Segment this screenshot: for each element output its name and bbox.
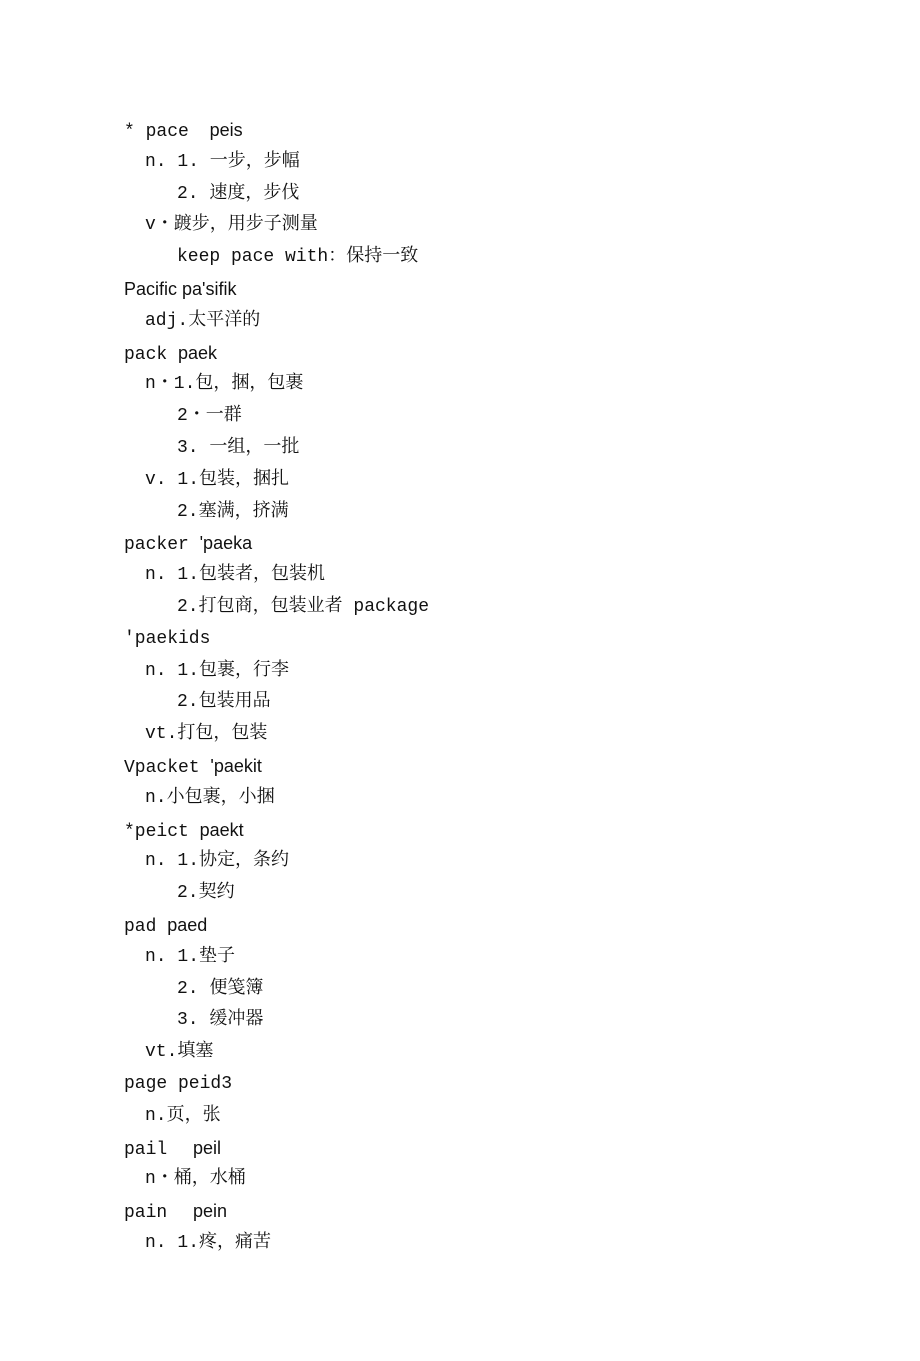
entry-pronunciation: Pacific pa'sifik [124, 278, 237, 299]
entry-text: n. 1.包装者，包装机 [145, 565, 326, 586]
entry-definition-line [0, 687, 920, 719]
entry-headword-line [0, 1133, 920, 1165]
entry-text: keep pace with：保持一致 [177, 247, 419, 268]
entry-text: 2. 速度，步伐 [177, 183, 300, 204]
entry-definition-line [0, 369, 920, 401]
entry-headword-line [0, 338, 920, 370]
entry-definition-line [0, 1101, 920, 1133]
entry-definition-line [0, 147, 920, 179]
entry-headword-line [0, 528, 920, 560]
entry-pronunciation: paekt [199, 819, 244, 840]
entry-text: packer [124, 535, 200, 556]
entry-text: 2.包装用品 [177, 692, 271, 713]
entry-text: n. 1. 一步，步幅 [145, 151, 300, 172]
entry-pronunciation: peis [199, 120, 243, 140]
entry-definition-line [0, 1037, 920, 1069]
entry-headword-line [0, 115, 920, 147]
entry-definition-line [0, 656, 920, 688]
entry-definition-line [0, 242, 920, 274]
entry-pronunciation: 'paekit [210, 755, 262, 776]
entry-text: 2. 便笺簿 [177, 978, 264, 999]
entry-headword-line [0, 274, 920, 306]
entry-headword-line [0, 1196, 920, 1228]
entry-text: n.小包裹，小捆 [145, 787, 275, 808]
entry-text: n. 1.包裹，行李 [145, 660, 290, 681]
entry-text: 3. 缓冲器 [177, 1010, 264, 1031]
entry-headword-line [0, 751, 920, 783]
entry-text: 2・一群 [177, 406, 242, 427]
entry-definition-line [0, 942, 920, 974]
entry-definition-line [0, 974, 920, 1006]
entry-pronunciation: paed [167, 914, 208, 935]
entry-text: vt.打包，包装 [145, 724, 268, 745]
entry-definition-line [0, 210, 920, 242]
entry-definition-line [0, 719, 920, 751]
entry-pronunciation: 'paeka [199, 533, 253, 554]
entry-text: n.页，张 [145, 1105, 221, 1126]
entry-definition-line [0, 592, 920, 624]
entry-definition-line [0, 783, 920, 815]
entry-text: pail [124, 1139, 179, 1160]
entry-pronunciation: pein [178, 1201, 228, 1222]
entry-definition-line [0, 1005, 920, 1037]
entry-text: n・1.包，捆，包裹 [145, 374, 304, 395]
entry-pronunciation: peil [178, 1137, 222, 1158]
entry-definition-line [0, 1164, 920, 1196]
entry-definition-line [0, 846, 920, 878]
entry-text: v・踱步，用步子测量 [145, 215, 318, 236]
entry-headword-line [0, 1069, 920, 1101]
entry-text: n. 1.协定，条约 [145, 851, 290, 872]
entry-headword-line [0, 624, 920, 656]
entry-definition-line [0, 878, 920, 910]
entry-text: adj.太平洋的 [145, 310, 261, 331]
entry-definition-line [0, 1228, 920, 1260]
entry-text: n. 1.疼，痛苦 [145, 1232, 272, 1253]
entry-definition-line [0, 401, 920, 433]
dictionary-entries [0, 115, 920, 1260]
entry-pronunciation: paek [178, 342, 218, 363]
entry-definition-line [0, 306, 920, 338]
entry-text: n・桶，水桶 [145, 1169, 246, 1190]
entry-definition-line [0, 560, 920, 592]
entry-headword-line [0, 910, 920, 942]
entry-text: vt.填塞 [145, 1042, 214, 1063]
entry-definition-line [0, 497, 920, 529]
entry-text: n. 1.垫子 [145, 946, 236, 967]
entry-text: 2.塞满，挤满 [177, 501, 289, 522]
entry-text: v. 1.包装，捆扎 [145, 469, 290, 490]
entry-text: 2.打包商，包装业者 package [177, 596, 430, 617]
entry-text: Vpacket [124, 757, 211, 778]
entry-text: * pace [124, 122, 200, 142]
entry-text: 2.契约 [177, 883, 235, 904]
entry-text: 'paekids [124, 628, 211, 649]
entry-definition-line [0, 465, 920, 497]
entry-definition-line [0, 179, 920, 211]
entry-text: pack [124, 344, 179, 365]
entry-definition-line [0, 433, 920, 465]
entry-headword-line [0, 815, 920, 847]
entry-text: pad [124, 916, 168, 937]
entry-text: *peict [124, 821, 200, 842]
entry-text: page peid3 [124, 1073, 233, 1094]
entry-text: pain [124, 1203, 179, 1224]
entry-text: 3. 一组，一批 [177, 437, 300, 458]
